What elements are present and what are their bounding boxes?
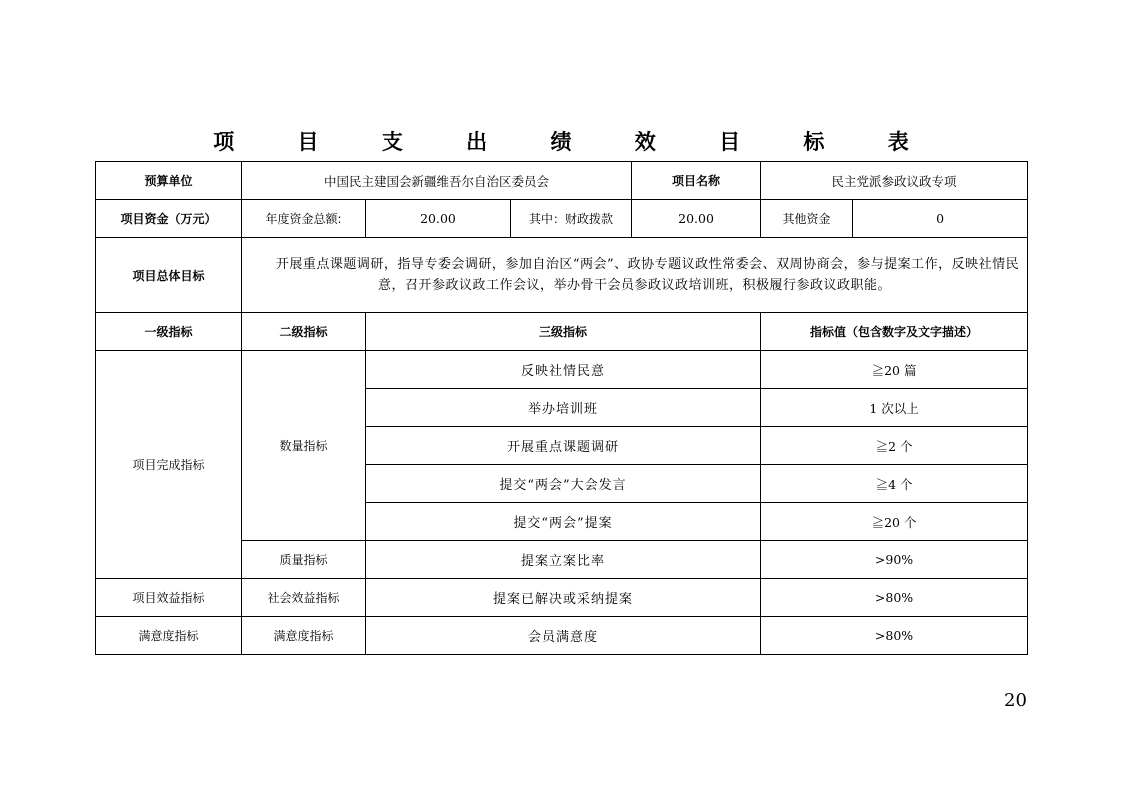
table-row: [96, 579, 1028, 617]
funds-row: [96, 200, 1028, 238]
overall-goal-row: [96, 238, 1028, 313]
indicator-value: ≧20 篇: [761, 351, 1028, 389]
level1-header: 一级指标: [96, 313, 242, 351]
value-header: 指标值（包含数字及文字描述）: [761, 313, 1028, 351]
project-name-value: 民主党派参政议政专项: [761, 162, 1028, 200]
indicator-name: 反映社情民意: [366, 351, 761, 389]
indicator-name: 提交“两会”提案: [366, 503, 761, 541]
indicator-name: 会员满意度: [366, 617, 761, 655]
budget-unit-row: [96, 162, 1028, 200]
page-number: 20: [1004, 690, 1027, 711]
indicator-value: ≧4 个: [761, 465, 1028, 503]
level3-header: 三级指标: [366, 313, 761, 351]
indicator-value: >80%: [761, 617, 1028, 655]
annual-total-value: 20.00: [366, 200, 511, 238]
quality-indicator: 质量指标: [242, 541, 366, 579]
funds-label: 项目资金（万元）: [96, 200, 242, 238]
overall-goal-label: 项目总体目标: [96, 238, 242, 313]
fiscal-value: 20.00: [632, 200, 761, 238]
table-row: [96, 617, 1028, 655]
indicator-value: 1 次以上: [761, 389, 1028, 427]
indicator-name: 提案已解决或采纳提案: [366, 579, 761, 617]
indicator-value: >90%: [761, 541, 1028, 579]
performance-target-table: [95, 161, 1028, 655]
completion-indicator: 项目完成指标: [96, 351, 242, 579]
other-funds-label: 其他资金: [761, 200, 853, 238]
quantity-indicator: 数量指标: [242, 351, 366, 541]
indicator-name: 提交“两会”大会发言: [366, 465, 761, 503]
indicator-name: 举办培训班: [366, 389, 761, 427]
budget-unit-value: 中国民主建国会新疆维吾尔自治区委员会: [242, 162, 632, 200]
column-header-row: [96, 313, 1028, 351]
social-benefit-indicator: 社会效益指标: [242, 579, 366, 617]
indicator-value: >80%: [761, 579, 1028, 617]
indicator-value: ≧20 个: [761, 503, 1028, 541]
other-funds-value: 0: [853, 200, 1028, 238]
overall-goal-text: 开展重点课题调研，指导专委会调研，参加自治区“两会”、政协专题议政性常委会、双周协商会，参与提案工作，反映社情民意，召开参政议政工作会议，举办骨干会员参政议政培训班，积极履行参政议政职能。: [275, 257, 1020, 293]
satisfaction-sub-indicator: 满意度指标: [242, 617, 366, 655]
budget-unit-label: 预算单位: [96, 162, 242, 200]
table-row: [96, 351, 1028, 389]
benefit-indicator: 项目效益指标: [96, 579, 242, 617]
page-title: 项 目 支 出 绩 效 目 标 表: [213, 130, 937, 154]
level2-header: 二级指标: [242, 313, 366, 351]
indicator-name: 提案立案比率: [366, 541, 761, 579]
indicator-value: ≧2 个: [761, 427, 1028, 465]
project-name-label: 项目名称: [632, 162, 761, 200]
fiscal-label: 其中：财政拨款: [511, 200, 632, 238]
indicator-name: 开展重点课题调研: [366, 427, 761, 465]
annual-total-label: 年度资金总额:: [242, 200, 366, 238]
satisfaction-indicator: 满意度指标: [96, 617, 242, 655]
